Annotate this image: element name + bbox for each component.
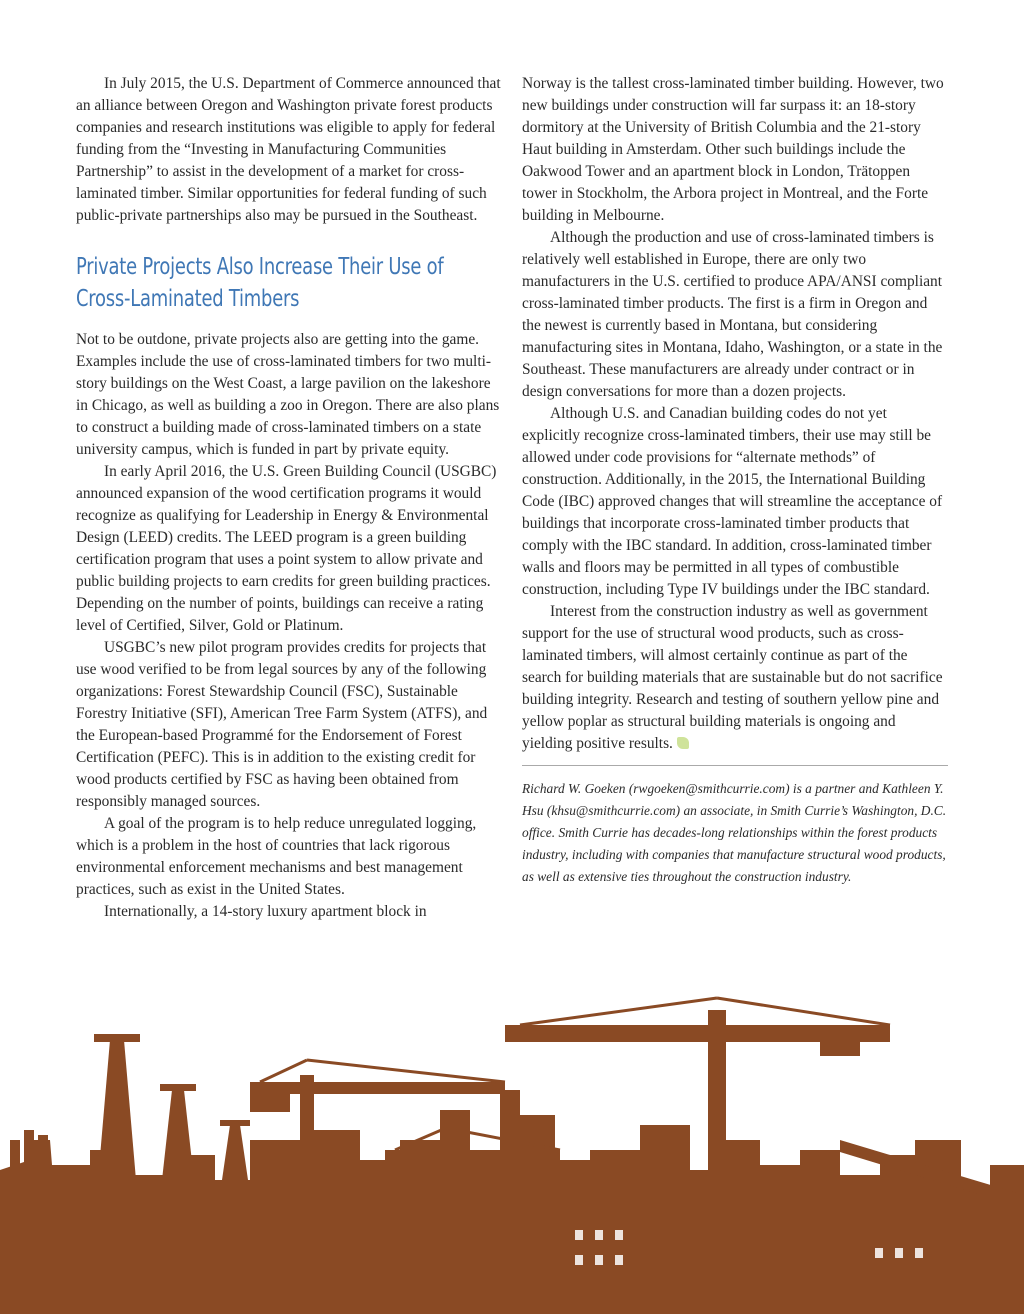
- divider: [522, 765, 948, 766]
- right-column: [522, 73, 948, 888]
- body-paragraph: In early April 2016, the U.S. Green Building Council (USGBC) announced expansion of the wood certification programs it would recognize as qualifying for Leadership in Energy & Environmental Design (LEED) credits. The LEED program is a green building certification program that uses a point system to allow private and public building projects to earn credits for green building practices. Depending on the number of points, buildings can receive a rating level of Certified, Silver, Gold or Platinum.: [76, 463, 497, 634]
- body-paragraph: Although U.S. and Canadian building codes do not yet explicitly recognize cross-laminated timbers, their use may still be allowed under code provisions for “alternate methods” of construction. Additionally, in the 2015, the International Building Code (IBC) approved changes that will streamline the acceptance of buildings that incorporate cross-laminated timber products that comply with the IBC standard. In addition, cross-laminated timber walls and floors may be permitted in all types of combustible construction, including Type IV buildings under the IBC standard.: [522, 405, 943, 598]
- author-bio: Richard W. Goeken (rwgoeken@smithcurrie.com) is a partner and Kathleen Y. Hsu (khsu@smithcurrie.com) an associate, in Smith Currie’s Washington, D.C. office. Smith Currie has decades-long relationships within the forest products industry, including with companies that manufacture structural wood products, as well as extensive ties throughout the construction industry.: [522, 781, 947, 884]
- body-paragraph: USGBC’s new pilot program provides credits for projects that use wood verified to be from legal sources by any of the following organizations: Forest Stewardship Council (FSC), Sustainable Forestry Initiative (SFI), American Tree Farm System (ATFS), and the European-based Programmé for the Endorsement of Forest Certification (PEFC). This is in addition to the existing credit for wood products certified by FSC as having been obtained from responsibly managed sources.: [76, 639, 488, 810]
- section-heading: Private Projects Also Increase Their Use of Cross-Laminated Timbers: [76, 254, 444, 312]
- construction-skyline-illustration: [0, 990, 1024, 1314]
- final-paragraph-text: Interest from the construction industry as well as government support for the use of structural wood products, such as cross-laminated timbers, will almost certainly continue as part of the search for building materials that are sustainable but do not sacrifice building integrity. Research and testing of southern yellow pine and yellow poplar as structural building materials is ongoing and yielding positive results.: [522, 603, 943, 752]
- body-paragraph: Although the production and use of cross-laminated timbers is relatively well established in Europe, there are only two manufacturers in the U.S. certified to produce APA/ANSI compliant cross-laminated timber products. The first is a firm in Oregon and the newest is currently based in Montana, but considering manufacturing sites in Montana, Idaho, Washington, or a state in the Southeast. These manufacturers are already under contract or in design conversations for more than a dozen projects.: [522, 229, 943, 400]
- body-paragraph: Norway is the tallest cross-laminated timber building. However, two new buildings under construction will far surpass it: an 18-story dormitory at the University of British Columbia and the 21-story Haut building in Amsterdam. Other such buildings include the Oakwood Tower and an apartment block in London, Trätoppen tower in Stockholm, the Arbora project in Montreal, and the Forte building in Melbourne.: [522, 75, 944, 224]
- body-paragraph: Internationally, a 14-story luxury apartment block in: [104, 903, 427, 920]
- body-paragraph: [522, 601, 948, 755]
- body-paragraph: Not to be outdone, private projects also are getting into the game. Examples include the use of cross-laminated timbers for two multi-story buildings on the West Coast, a large pavilion on the lakeshore in Chicago, as well as building a zoo in Oregon. There are also plans to construct a building made of cross-laminated timbers on a state university campus, which is funded in part by private equity.: [76, 331, 500, 458]
- body-paragraph: A goal of the program is to help reduce unregulated logging, which is a problem in the host of countries that lack rigorous environmental enforcement mechanisms and best management practices, such as exist in the United States.: [76, 815, 477, 898]
- left-column: [76, 73, 504, 923]
- leaf-endmark-icon: [677, 737, 689, 749]
- body-paragraph: In July 2015, the U.S. Department of Commerce announced that an alliance between Oregon and Washington private forest products companies and research institutions was eligible to apply for federal funding from the “Investing in Manufacturing Communities Partnership” to assist in the development of a market for cross-laminated timber. Similar opportunities for federal funding of such public-private partnerships also may be pursued in the Southeast.: [76, 75, 501, 224]
